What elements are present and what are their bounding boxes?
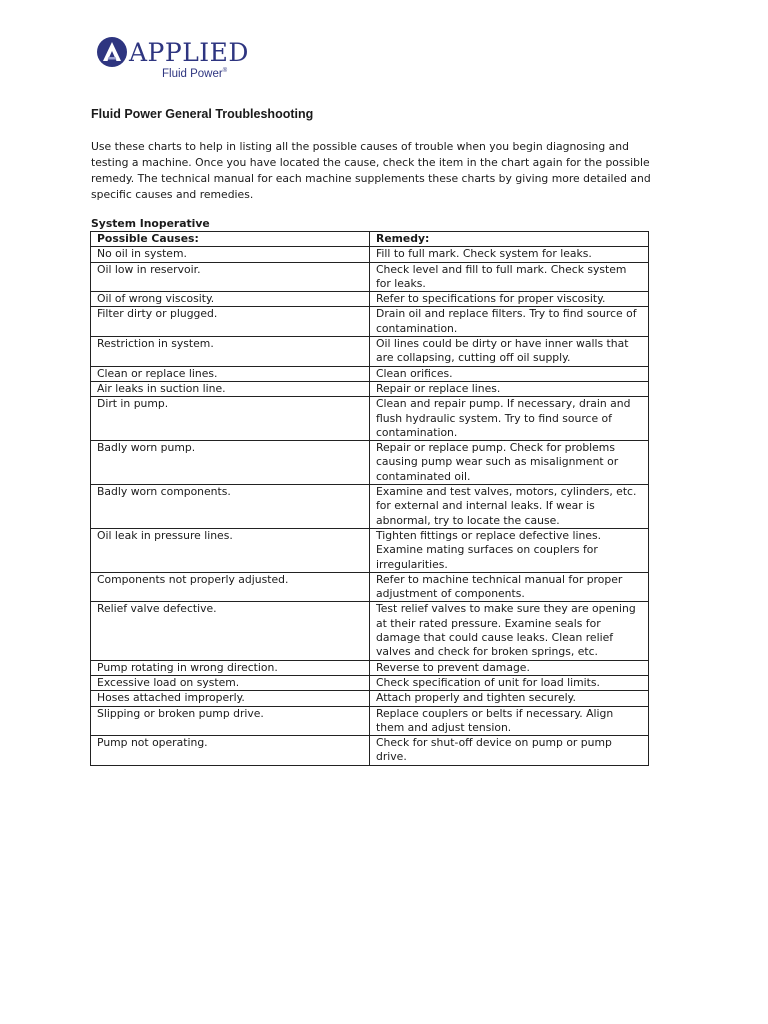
intro-paragraph (91, 139, 656, 203)
remedy-cell: Repair or replace lines. (370, 381, 649, 396)
logo-subbrand-text: Fluid Power (162, 68, 223, 80)
remedy-cell: Check specification of unit for load limits. (370, 675, 649, 690)
remedy-cell: Check level and fill to full mark. Check system for leaks. (370, 262, 649, 292)
header-remedy: Remedy: (370, 232, 649, 247)
remedy-cell: Test relief valves to make sure they are opening at their rated pressure. Examine seals for damage that could cause leaks. Clean relief valves and check for broken springs, etc. (370, 602, 649, 660)
table-row (91, 292, 649, 307)
cause-cell: Filter dirty or plugged. (91, 307, 370, 337)
table-row (91, 247, 649, 262)
page-title: Fluid Power General Troubleshooting (91, 107, 314, 121)
table-row (91, 602, 649, 660)
table-header-row (91, 232, 649, 247)
cause-cell: Slipping or broken pump drive. (91, 706, 370, 736)
remedy-cell: Oil lines could be dirty or have inner walls that are collapsing, cutting off oil supply. (370, 337, 649, 367)
cause-cell: Hoses attached improperly. (91, 691, 370, 706)
intro-line: Use these charts to help in listing all the possible causes of trouble when you begin diagnosing and (91, 140, 629, 153)
table-row (91, 528, 649, 572)
remedy-cell: Fill to full mark. Check system for leaks. (370, 247, 649, 262)
company-logo (96, 34, 256, 82)
cause-cell: No oil in system. (91, 247, 370, 262)
cause-cell: Air leaks in suction line. (91, 381, 370, 396)
table-row (91, 706, 649, 736)
table-row (91, 485, 649, 529)
remedy-cell: Examine and test valves, motors, cylinders, etc. for external and internal leaks. If wear is abnormal, try to locate the cause. (370, 485, 649, 529)
remedy-cell: Tighten fittings or replace defective lines. Examine mating surfaces on couplers for irregularities. (370, 528, 649, 572)
cause-cell: Badly worn pump. (91, 441, 370, 485)
table-row (91, 572, 649, 602)
remedy-cell: Clean and repair pump. If necessary, drain and flush hydraulic system. Try to find source of contamination. (370, 397, 649, 441)
remedy-cell: Clean orifices. (370, 366, 649, 381)
logo-trademark: ® (222, 68, 228, 75)
cause-cell: Clean or replace lines. (91, 366, 370, 381)
table-row (91, 736, 649, 766)
remedy-cell: Refer to machine technical manual for proper adjustment of components. (370, 572, 649, 602)
remedy-cell: Repair or replace pump. Check for problems causing pump wear such as misalignment or contaminated oil. (370, 441, 649, 485)
cause-cell: Relief valve defective. (91, 602, 370, 660)
cause-cell: Excessive load on system. (91, 675, 370, 690)
table-row (91, 366, 649, 381)
table-row (91, 381, 649, 396)
remedy-cell: Drain oil and replace filters. Try to find source of contamination. (370, 307, 649, 337)
table-row (91, 307, 649, 337)
troubleshooting-table (90, 231, 649, 766)
intro-line: specific causes and remedies. (91, 188, 254, 201)
remedy-cell: Replace couplers or belts if necessary. Align them and adjust tension. (370, 706, 649, 736)
remedy-cell: Reverse to prevent damage. (370, 660, 649, 675)
cause-cell: Oil leak in pressure lines. (91, 528, 370, 572)
remedy-cell: Check for shut-off device on pump or pump drive. (370, 736, 649, 766)
intro-line: testing a machine. Once you have located the cause, check the item in the chart again for the possible (91, 156, 650, 169)
cause-cell: Restriction in system. (91, 337, 370, 367)
cause-cell: Pump rotating in wrong direction. (91, 660, 370, 675)
table-row (91, 397, 649, 441)
logo-subbrand (162, 68, 227, 80)
cause-cell: Oil of wrong viscosity. (91, 292, 370, 307)
cause-cell: Components not properly adjusted. (91, 572, 370, 602)
table-row (91, 675, 649, 690)
section-title: System Inoperative (91, 217, 210, 230)
cause-cell: Dirt in pump. (91, 397, 370, 441)
table-row (91, 441, 649, 485)
header-possible-causes: Possible Causes: (91, 232, 370, 247)
table-row (91, 660, 649, 675)
table-row (91, 337, 649, 367)
cause-cell: Pump not operating. (91, 736, 370, 766)
intro-line: remedy. The technical manual for each machine supplements these charts by giving more detailed and (91, 172, 651, 185)
cause-cell: Badly worn components. (91, 485, 370, 529)
applied-a-logo-icon (96, 36, 128, 68)
table-row (91, 691, 649, 706)
logo-brand-text: APPLIED (129, 38, 249, 67)
cause-cell: Oil low in reservoir. (91, 262, 370, 292)
table-row (91, 262, 649, 292)
remedy-cell: Attach properly and tighten securely. (370, 691, 649, 706)
remedy-cell: Refer to specifications for proper viscosity. (370, 292, 649, 307)
